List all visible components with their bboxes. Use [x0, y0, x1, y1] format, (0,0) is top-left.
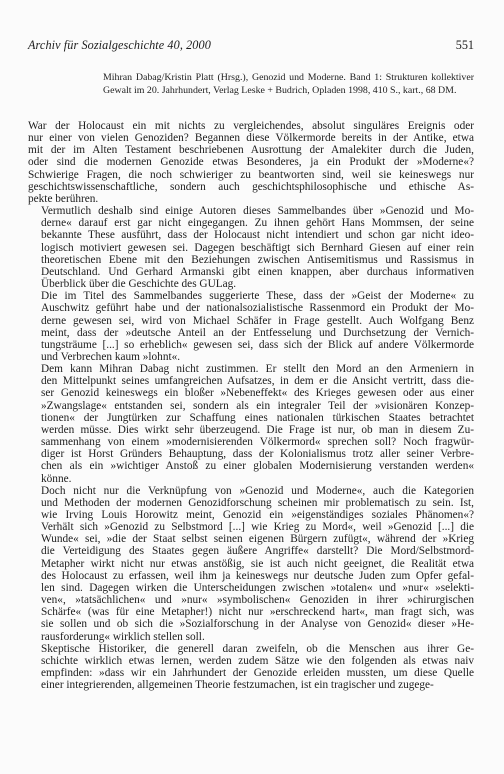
text-line: rausforderung« wirklich stellen soll. — [41, 630, 205, 643]
text-line: Die im Titel des Sammelbandes suggerierte These, dass der »Geist der Moderne« zu — [41, 290, 474, 303]
text-line: den Mittelpunkt seines umfangreichen Aufsatzes, in dem er die Ansicht vertritt, dass die- — [41, 375, 474, 388]
running-head: Archiv für Sozialgeschichte 40, 2000 — [28, 38, 211, 52]
text-line: einer integrierenden, allgemeinen Theorie festzumachen, ist ein tragischer und zugege- — [41, 679, 434, 692]
text-line: sammenhang von einem »modernisierenden Völkermord« sprechen soll? Noch fragwür- — [41, 436, 474, 449]
text-line: Auschwitz geführt habe und der nationalsozialistische Rassenmord ein Produkt der Mo- — [41, 302, 474, 315]
text-line: »Zwangslage« entstanden sei, sondern als ein integraler Teil der »visionären Konzep- — [41, 399, 474, 412]
text-line: theoretischen Ebene mit den Beziehungen zwischen Antisemitismus und Rassismus in — [41, 253, 474, 266]
text-line: logisch motiviert gewesen sei. Dagegen beschäftigt sich Bernhard Giesen auf einer rein — [41, 241, 474, 254]
text-line: Doch nicht nur die Verknüpfung von »Genozid und Moderne«, auch die Kategorien — [41, 484, 474, 497]
text-line: War der Holocaust ein mit nichts zu vergleichendes, absolut singuläres Ereignis oder — [28, 120, 474, 132]
text-line: Deutschland. Und Gerhard Armanski gibt einen knappen, aber durchaus informativen — [41, 265, 474, 278]
text-line: Wunde« sei, »die der Staat selbst seinen eigenen Bürgern zufügt«, während der »Krieg — [41, 533, 474, 546]
text-line: Schärfe« (was für eine Metapher!) nicht nur »erschreckend hart«, man fragt sich, was — [41, 606, 474, 619]
paragraph — [28, 120, 474, 205]
text-line: die Verteidigung des Staates gegen äußere Angriffe« darstellt? Die Mord/Selbstmord- — [41, 545, 474, 558]
text-line: bekannte These ausführt, dass der Holocaust nicht intendiert und schon gar nicht ideo- — [41, 229, 474, 242]
text-line: Skeptische Historiker, die generell daran zweifeln, ob die Menschen aus ihrer Ge- — [41, 642, 474, 655]
text-line: pekte berühren. — [28, 192, 99, 205]
text-line: und Verbrechen kaum »lohnt«. — [41, 350, 181, 363]
text-line: könne. — [41, 472, 72, 485]
review-body — [28, 120, 474, 691]
text-line: des Holocaust zu erfassen, weil ihm ja keineswegs nur deutsche Juden zum Opfer gefal- — [41, 569, 474, 582]
text-line: ven«, »tatsächlichen« und »nur« »symbolischen« Genoziden in ihrer »chirurgischen — [41, 594, 474, 607]
text-line: mit der im Alten Testament beschriebenen Ausrottung der Amalekiter durch die Juden, — [28, 144, 474, 157]
text-line: schichte wirklich etwas lernen, werden zudem Sätze wie den folgenden als etwas naiv — [41, 654, 474, 667]
text-line: sie sollen und ob sich die »Sozialforschung in der Analyse von Genozid« dieser »He- — [41, 618, 474, 631]
text-line: wie Irving Louis Horowitz meint, Genozid ein »eigenständiges soziales Phänomen«? — [41, 509, 474, 521]
text-line: Vermutlich deshalb sind einige Autoren dieses Sammelbandes über »Genozid und Mo- — [41, 205, 474, 218]
text-line: Verhält sich »Genozid zu Selbstmord [...] wie Krieg zu Mord«, weil »Genozid [...] die — [41, 521, 474, 534]
text-line: derne« darauf erst gar nicht eingegangen. Zu ihnen gehört Hans Mommsen, der seine — [41, 217, 474, 230]
text-line: Überblick über die Geschichte des GULag. — [41, 278, 237, 291]
page-header — [28, 38, 474, 56]
text-line: oder sind die modernen Genozide etwas Besonderes, ja ein Produkt der »Moderne«? — [28, 156, 474, 169]
text-line: empfinden: »dass wir ein Jahrhundert der Genozide erleiden mussten, um diese Quelle — [41, 667, 474, 680]
text-line: diger ist Horst Gründers Behauptung, dass der Kolonialismus trotz aller seiner Verbre- — [41, 448, 474, 461]
text-line: len sind. Dagegen wirken die Unterscheidungen zwischen »totalen« und »nur« »selekti- — [41, 581, 474, 594]
text-line: Dem kann Mihran Dabag nicht zustimmen. Er stellt den Mord an den Armeniern in — [41, 363, 474, 376]
reviewed-book-reference: Mihran Dabag/Kristin Platt (Hrsg.), Genozid und Moderne. Band 1: Strukturen kollektiver Gewalt im 20. Jahrhundert, Verlag Leske + Budrich, Opladen 1998, 410 S., kart., 68 DM. — [103, 72, 474, 97]
page-number: 551 — [455, 38, 474, 52]
text-line: chen als ein »wichtiger Anstoß zu einer globalen Modernisierung verstanden werden« — [41, 460, 474, 473]
paragraph — [28, 643, 474, 692]
text-line: und Methoden der modernen Genozidforschung scheinen mir problematisch zu sein. Ist, — [41, 496, 474, 509]
paragraph — [28, 363, 474, 485]
text-line: geschichtswissenschaftliche, sondern auch geschichtsphilosophische und ethische As- — [28, 180, 474, 193]
text-line: derne gewesen sei, wird von Michael Schäfer in Frage gestellt. Auch Wolfgang Benz — [41, 314, 474, 327]
text-line: meint, dass der »deutsche Anteil an der Entfesselung und Durchsetzung der Vernich- — [41, 326, 474, 339]
paragraph — [28, 485, 474, 643]
text-line: tungsträume [...] so erheblich« gewesen sei, dass sich der Blick auf andere Völkermorde — [41, 338, 474, 351]
text-line: werden müsse. Dies wirkt sehr überzeugend. Die Frage ist nur, ob man in diesem Zu- — [41, 423, 474, 436]
text-line: ser Genozid keineswegs ein bloßer »Nebeneffekt« des Krieges gewesen oder aus einer — [41, 387, 474, 400]
text-line: Schwierige Fragen, die noch schwieriger zu beantworten sind, weil sie keineswegs nur — [28, 168, 474, 181]
paragraph — [28, 290, 474, 363]
text-line: Metapher wirkt nicht nur etwas anstößig, sie ist auch nicht geeignet, die Realität etwa — [41, 557, 474, 570]
text-line: tionen« der Jungtürken zur Schaffung eines nationalen türkischen Staates betrachtet — [41, 411, 474, 424]
text-line: nur einer von vielen Genoziden? Begannen diese Völkermorde bereits in der Antike, etwa — [28, 132, 474, 145]
paragraph — [28, 205, 474, 290]
